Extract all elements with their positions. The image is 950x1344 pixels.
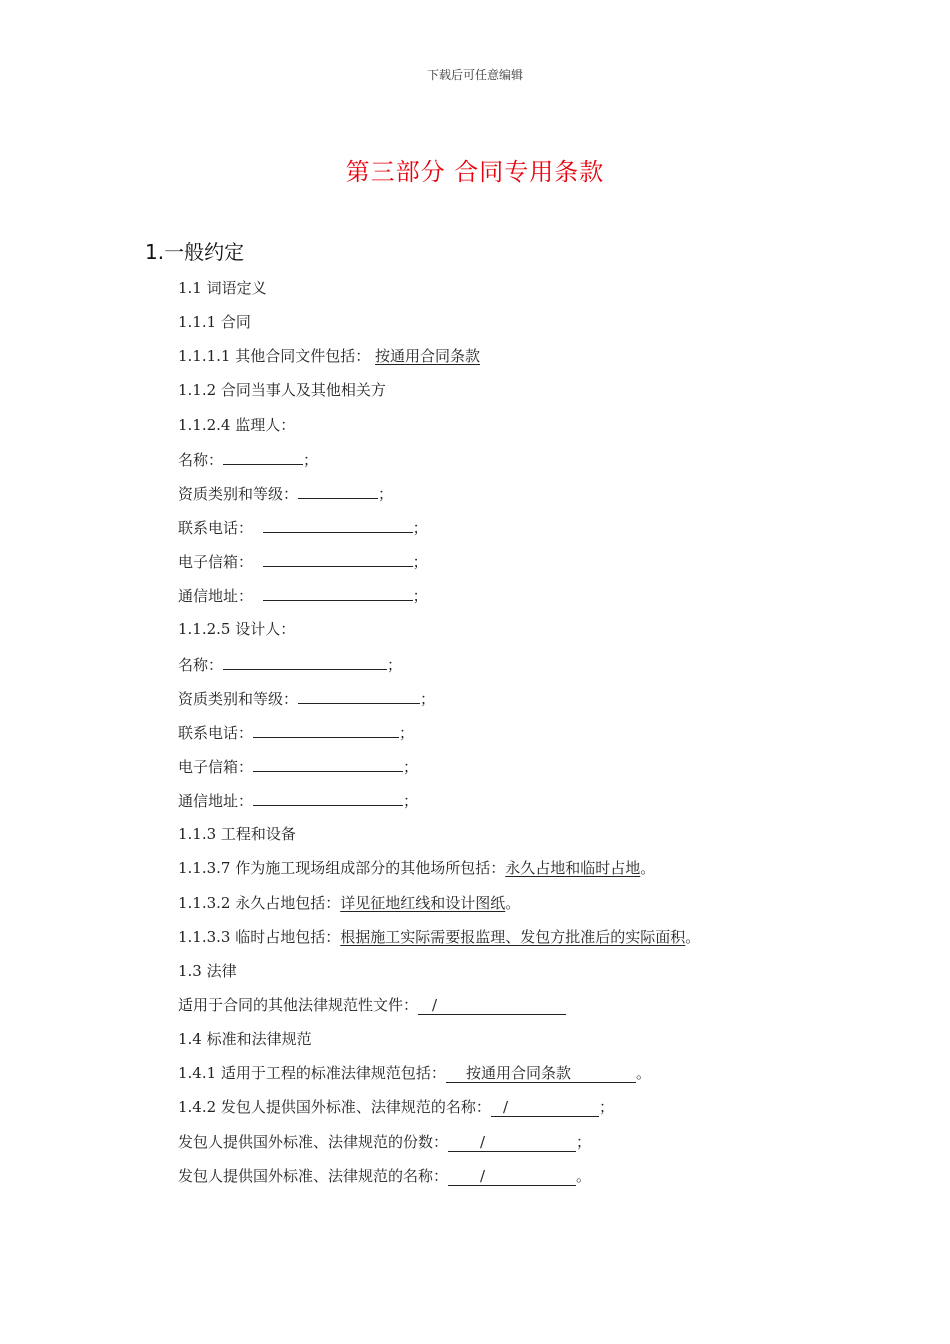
clause-1-4-2 — [178, 1095, 700, 1129]
field-suffix: ； — [403, 792, 419, 811]
clause-1-1-2-4 — [178, 413, 700, 447]
clause-suffix: 。 — [640, 859, 656, 878]
clause-label: 1.3 法律 — [178, 961, 237, 980]
clause-label: 1.1.2.4 监理人： — [178, 415, 296, 434]
clause-label: 1.1.1 合同 — [178, 313, 251, 332]
foreign-standards-copies-line — [178, 1130, 700, 1164]
field-suffix: ； — [412, 553, 428, 572]
designer-phone-line — [178, 720, 700, 754]
field-suffix: ； — [420, 689, 436, 708]
field-label: 名称： — [178, 450, 224, 469]
designer-phone-blank[interactable] — [253, 720, 399, 738]
designer-email-blank[interactable] — [253, 754, 403, 772]
supervisor-name-blank[interactable] — [223, 447, 303, 465]
supervisor-address-blank[interactable] — [263, 583, 413, 601]
field-label: 发包人提供国外标准、法律规范的份数： — [178, 1132, 449, 1151]
foreign-standards-name-blank[interactable] — [491, 1099, 599, 1117]
supervisor-qualification-line — [178, 481, 700, 515]
field-label: 联系电话： — [178, 723, 254, 742]
field-label: 资质类别和等级： — [178, 484, 299, 503]
clause-1-1-3-3 — [178, 925, 700, 959]
field-label: 电子信箱： — [178, 553, 254, 572]
clause-1-1-3-2 — [178, 891, 700, 925]
field-label: 资质类别和等级： — [178, 689, 299, 708]
supervisor-phone-blank[interactable] — [263, 515, 413, 533]
other-laws-blank[interactable] — [418, 997, 566, 1015]
field-label: 1.4.2 发包人提供国外标准、法律规范的名称： — [178, 1098, 491, 1117]
clause-label: 1.1.3.2 永久占地包括： — [178, 893, 341, 912]
supervisor-address-line — [178, 583, 700, 617]
field-suffix: 。 — [576, 1166, 592, 1185]
clause-label: 1.1.3 工程和设备 — [178, 825, 296, 844]
supervisor-email-blank[interactable] — [263, 549, 413, 567]
field-label: 名称： — [178, 655, 224, 674]
designer-address-blank[interactable] — [253, 788, 403, 806]
clause-label: 1.1.3.7 作为施工现场组成部分的其他场所包括： — [178, 859, 506, 878]
designer-qualification-line — [178, 686, 700, 720]
clause-list — [178, 276, 700, 1198]
clause-value: 按通用合同条款 — [375, 347, 481, 366]
foreign-standards-name-blank-2[interactable] — [448, 1168, 576, 1186]
field-value: / — [432, 995, 438, 1014]
clause-label: 1.1.1.1 其他合同文件包括： — [178, 347, 371, 366]
designer-name-blank[interactable] — [223, 652, 387, 670]
page-header: 下载后可任意编辑 — [426, 68, 523, 82]
field-suffix: ； — [399, 723, 415, 742]
field-suffix: ； — [378, 484, 394, 503]
field-label: 联系电话： — [178, 518, 254, 537]
field-suffix: ； — [412, 518, 428, 537]
supervisor-qualification-blank[interactable] — [298, 481, 378, 499]
field-label: 电子信箱： — [178, 757, 254, 776]
field-suffix: ； — [598, 1098, 614, 1117]
field-suffix: ； — [403, 757, 419, 776]
foreign-standards-name-line — [178, 1164, 700, 1198]
supervisor-phone-line — [178, 515, 700, 549]
designer-qualification-blank[interactable] — [298, 686, 420, 704]
field-label: 通信地址： — [178, 792, 254, 811]
other-laws-line — [178, 993, 700, 1027]
field-label: 通信地址： — [178, 587, 254, 606]
clause-label: 1.1.3.3 临时占地包括： — [178, 927, 341, 946]
clause-label: 1.1.2.5 设计人： — [178, 620, 296, 639]
field-suffix: ； — [412, 587, 428, 606]
clause-1-3 — [178, 959, 700, 993]
field-label: 发包人提供国外标准、法律规范的名称： — [178, 1166, 449, 1185]
field-value: / — [480, 1166, 486, 1185]
field-value: / — [502, 1098, 508, 1117]
clause-1-4 — [178, 1027, 700, 1061]
section-heading: 1.一般约定 — [145, 240, 245, 264]
designer-email-line — [178, 754, 700, 788]
clause-value: 根据施工实际需要报监理、发包方批准后的实际面积 — [340, 927, 686, 946]
clause-1-1-2-5 — [178, 617, 700, 651]
clause-suffix: 。 — [505, 893, 521, 912]
field-label: 1.4.1 适用于工程的标准法律规范包括： — [178, 1064, 446, 1083]
part-title: 第三部分 合同专用条款 — [345, 158, 605, 186]
designer-name-line — [178, 652, 700, 686]
clause-1-1-2 — [178, 378, 700, 412]
field-suffix: 。 — [635, 1064, 651, 1083]
clause-1-1-3-7 — [178, 856, 700, 890]
supervisor-email-line — [178, 549, 700, 583]
field-suffix: ； — [303, 450, 319, 469]
clause-1-1-1-1 — [178, 344, 700, 378]
designer-address-line — [178, 788, 700, 822]
field-suffix: ； — [387, 655, 403, 674]
field-value: / — [480, 1132, 486, 1151]
clause-value: 详见征地红线和设计图纸 — [340, 893, 506, 912]
field-value: 按通用合同条款 — [465, 1064, 571, 1083]
clause-1-1-3 — [178, 822, 700, 856]
standards-blank[interactable] — [446, 1065, 636, 1083]
clause-label: 1.1.2 合同当事人及其他相关方 — [178, 381, 386, 400]
clause-1-4-1 — [178, 1061, 700, 1095]
clause-label: 1.4 标准和法律规范 — [178, 1030, 312, 1049]
field-suffix: ； — [576, 1132, 592, 1151]
clause-label: 1.1 词语定义 — [178, 279, 267, 297]
supervisor-name-line — [178, 447, 700, 481]
clause-1-1 — [178, 276, 700, 310]
foreign-standards-copies-blank[interactable] — [448, 1134, 576, 1152]
clause-1-1-1 — [178, 310, 700, 344]
field-label: 适用于合同的其他法律规范性文件： — [178, 995, 419, 1014]
clause-suffix: 。 — [685, 927, 701, 946]
clause-value: 永久占地和临时占地 — [505, 859, 641, 878]
